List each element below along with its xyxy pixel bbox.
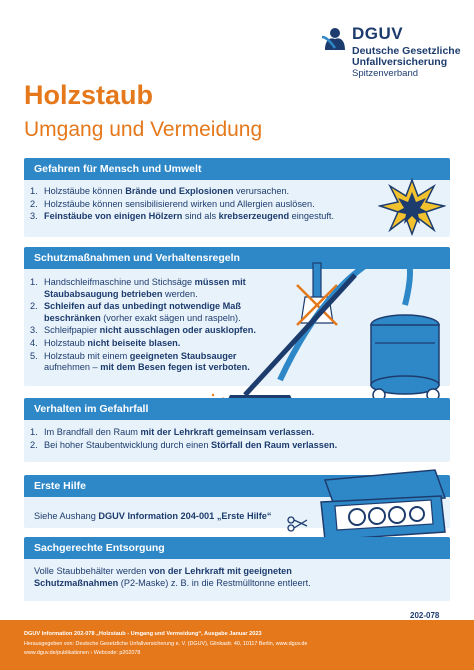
list-item-text: mit der Lehrkraft gemeinsam verlassen. bbox=[140, 427, 315, 437]
list-item-text: Staubabsaugung betrieben bbox=[44, 288, 163, 299]
list-item-text: Bei hoher Staubentwicklung durch einen bbox=[44, 439, 212, 450]
entsorgung-line2-a: Schutzmaßnahmen bbox=[34, 577, 119, 588]
list-item-number: 3. bbox=[30, 325, 38, 336]
list-item-text: geeigneten Staubsauger bbox=[129, 350, 237, 361]
list-item bbox=[24, 440, 450, 452]
dguv-logo bbox=[322, 22, 472, 112]
list-item-text: krebserzeugend bbox=[218, 211, 290, 222]
explosion-icon bbox=[378, 178, 446, 236]
section-gefahrfall-heading: Verhalten im Gefahrfall bbox=[24, 398, 450, 420]
list-item-text: Holzstäube können bbox=[44, 186, 126, 196]
hilfe-reference: DGUV Information 204-001 „Erste Hilfe“ bbox=[98, 511, 272, 521]
entsorgung-line2-b: (P2-Maske) z. B. in die Restmülltonne entleert. bbox=[118, 577, 311, 588]
document-number: 202-078 bbox=[410, 611, 440, 620]
list-item-text: sind als bbox=[182, 211, 219, 222]
list-item-text: aufnehmen – bbox=[44, 362, 101, 373]
first-aid-kit-illustration bbox=[285, 462, 455, 546]
page-subtitle: Umgang und Vermeidung bbox=[24, 118, 263, 141]
logo-line-3: Spitzenverband bbox=[352, 68, 419, 79]
list-item-number: 1. bbox=[30, 277, 38, 287]
hilfe-text: Siehe Aushang bbox=[34, 511, 99, 521]
list-item-text: Im Brandfall den Raum bbox=[44, 427, 141, 437]
list-item-text: Feinstäube von einigen Hölzern bbox=[44, 211, 183, 222]
footer-line-2: Herausgegeben von: Deutsche Gesetzliche Unfallversicherung e. V. (DGUV), Glinkastr. 40, 10117 Berlin, www.dguv.de bbox=[24, 641, 308, 647]
list-item-text: Holzstaub bbox=[44, 337, 88, 348]
list-item-text: Brände und Explosionen bbox=[125, 186, 234, 196]
list-item-text: Handschleifmaschine und Stichsäge bbox=[44, 277, 195, 287]
list-item-text: Holzstäube können sensibilisierend wirken und Allergien auslösen. bbox=[44, 198, 315, 209]
list-item-number: 3. bbox=[30, 211, 38, 222]
list-item-text: verursachen. bbox=[233, 186, 290, 196]
logo-line-2: Unfallversicherung bbox=[352, 56, 448, 68]
logo-line-1: Deutsche Gesetzliche bbox=[352, 45, 461, 57]
section-hilfe-heading: Erste Hilfe bbox=[24, 475, 450, 497]
entsorgung-line1-b: von der Lehrkraft mit geeigneten bbox=[148, 566, 292, 576]
page-title: Holzstaub bbox=[24, 80, 154, 110]
list-item-text: Störfall den Raum verlassen. bbox=[211, 439, 338, 450]
dguv-logo-icon bbox=[322, 24, 348, 50]
list-item-number: 4. bbox=[30, 337, 38, 348]
section-entsorgung-body bbox=[24, 559, 450, 601]
entsorgung-line1-a: Volle Staubbehälter werden bbox=[34, 566, 149, 576]
list-item bbox=[24, 427, 450, 439]
logo-name: DGUV bbox=[352, 24, 404, 43]
list-item-text: eingestuft. bbox=[289, 211, 335, 222]
list-item-text: müssen mit bbox=[194, 277, 246, 287]
section-schutz-heading: Schutzmaßnahmen und Verhaltensregeln bbox=[24, 247, 450, 269]
list-item-number: 1. bbox=[30, 186, 38, 196]
gefahrfall-list bbox=[24, 427, 450, 451]
list-item-number: 2. bbox=[30, 301, 38, 312]
vacuum-cleaner-illustration bbox=[205, 245, 453, 413]
list-item-text: Holzstaub mit einem bbox=[44, 350, 130, 361]
list-item-text: (vorher exakt sägen und raspeln). bbox=[100, 312, 241, 323]
section-entsorgung-heading: Sachgerechte Entsorgung bbox=[24, 537, 450, 559]
section-gefahren-heading: Gefahren für Mensch und Umwelt bbox=[24, 158, 450, 180]
list-item-number: 5. bbox=[30, 350, 38, 361]
list-item-text: nicht beiseite blasen. bbox=[87, 337, 181, 348]
section-gefahrfall-body bbox=[24, 420, 450, 462]
footer-line-1: DGUV Information 202-078 „Holzstaub - Umgang und Vermeidung“, Ausgabe Januar 2023 bbox=[24, 631, 262, 637]
list-item-text: Schleifpapier bbox=[44, 325, 100, 336]
footer-line-3: www.dguv.de/publikationen › Webcode: p202078 bbox=[24, 650, 141, 656]
list-item-text: nicht ausschlagen oder ausklopfen. bbox=[99, 325, 256, 336]
list-item-text: werden. bbox=[162, 288, 198, 299]
list-item-text: Schleifen auf das unbedingt notwendige Maß bbox=[44, 301, 242, 312]
list-item-number: 1. bbox=[30, 427, 38, 437]
list-item-number: 2. bbox=[30, 198, 38, 209]
list-item-text: beschränken bbox=[44, 312, 101, 323]
list-item-text: mit dem Besen fegen ist verboten. bbox=[100, 362, 250, 373]
list-item-number: 2. bbox=[30, 439, 38, 450]
